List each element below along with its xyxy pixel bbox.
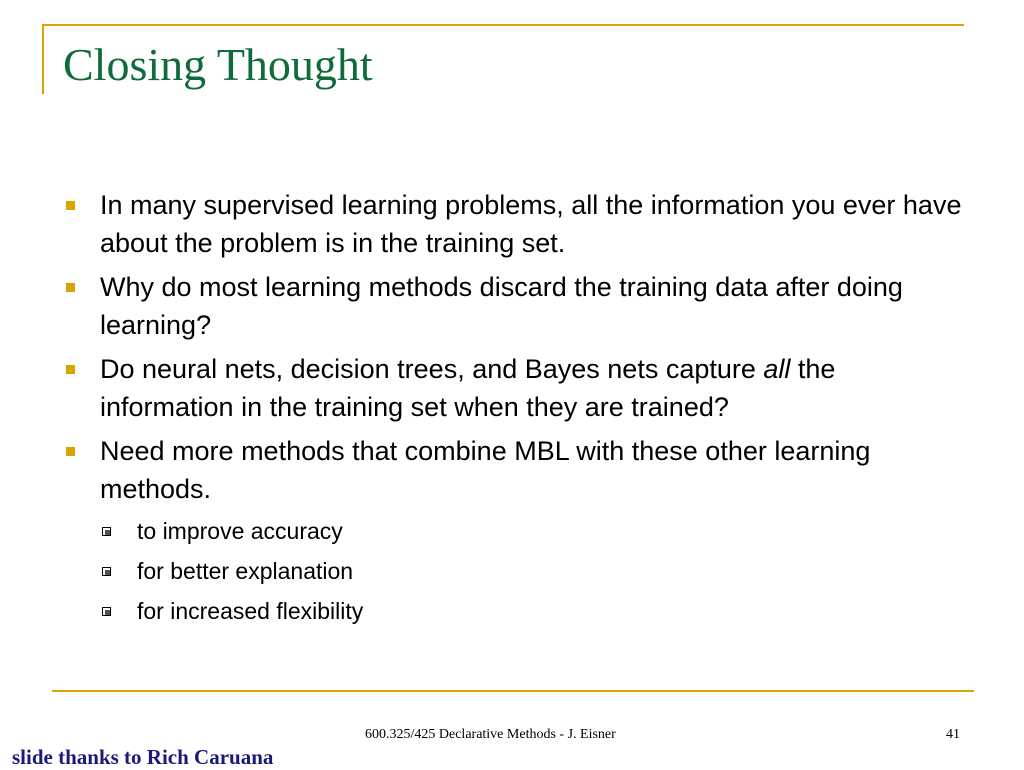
slide-title: Closing Thought [63,39,373,90]
sub-bullet-item [60,514,970,548]
sub-bullet-item [60,594,970,628]
square-bullet-icon [66,201,75,210]
sub-bullet-item [60,554,970,588]
bullet-text-before: Do neural nets, decision trees, and Bayes nets capture [100,354,764,384]
slide-credit: slide thanks to Rich Caruana [12,745,274,769]
bullet-text-after: the information in the training set when they are trained? [100,354,836,422]
left-accent-line [42,24,44,94]
square-bullet-icon [66,447,75,456]
sub-bullet-text: for increased flexibility [137,598,364,624]
sub-bullet-text: to improve accuracy [137,518,343,544]
bullet-text: Why do most learning methods discard the training data after doing learning? [100,272,903,340]
square-bullet-icon [66,283,75,292]
bullet-item [60,432,970,508]
hollow-square-bullet-icon [102,607,111,616]
hollow-square-bullet-icon [102,527,111,536]
bullet-item [60,350,970,426]
footer-divider [52,690,974,692]
page-number: 41 [946,727,960,742]
bullet-text: In many supervised learning problems, all the information you ever have about the problem is in the training set. [100,190,962,258]
hollow-square-bullet-icon [102,567,111,576]
bullet-item [60,268,970,344]
top-accent-line [42,24,964,26]
slide-body [60,186,970,634]
square-bullet-icon [66,365,75,374]
bullet-text: Need more methods that combine MBL with these other learning methods. [100,436,871,504]
sub-bullet-text: for better explanation [137,558,354,584]
footer-course-text: 600.325/425 Declarative Methods - J. Eisner [365,727,616,742]
bullet-item [60,186,970,262]
bullet-text-emphasis: all [763,354,791,384]
